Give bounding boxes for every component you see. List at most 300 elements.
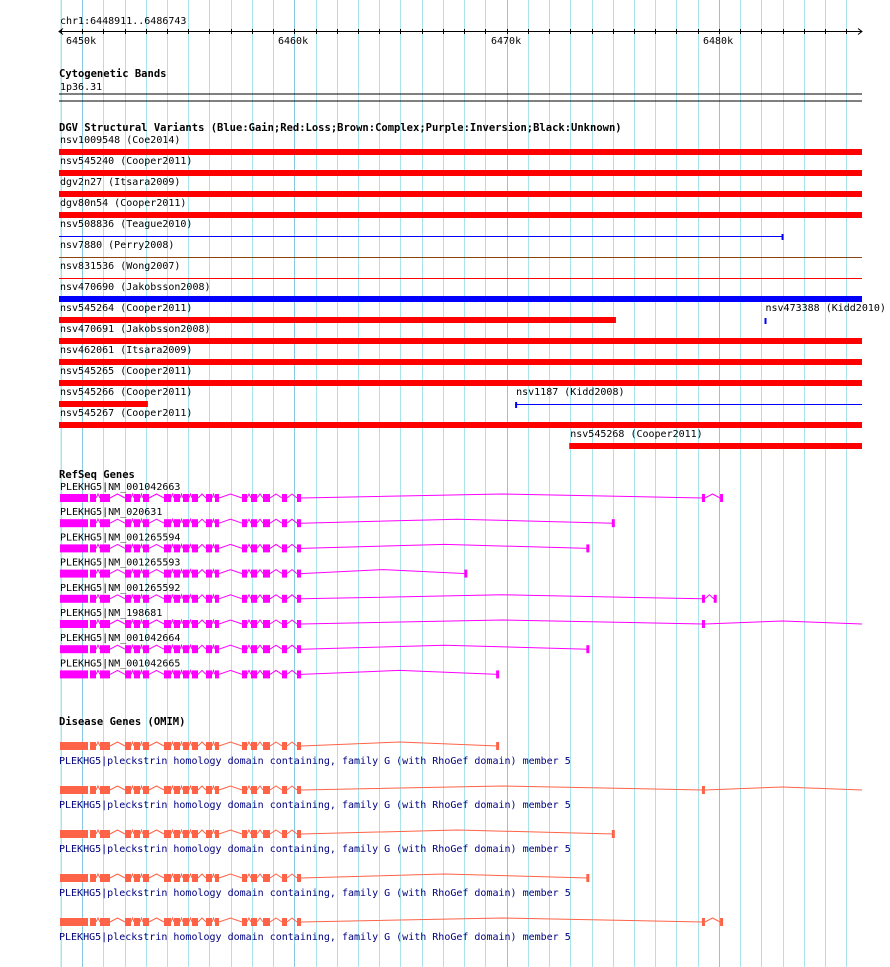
exon[interactable] <box>90 620 96 628</box>
exon[interactable] <box>125 874 131 882</box>
exon[interactable] <box>192 595 198 603</box>
exon[interactable] <box>297 519 301 527</box>
gene-model[interactable] <box>60 874 589 882</box>
exon[interactable] <box>90 544 96 552</box>
exon[interactable] <box>125 742 131 750</box>
exon[interactable] <box>282 494 287 502</box>
dgv-variant-label[interactable]: dgv2n27 (Itsara2009) <box>60 177 181 188</box>
exon[interactable] <box>134 620 140 628</box>
exon[interactable] <box>60 645 88 653</box>
exon[interactable] <box>100 918 110 926</box>
exon[interactable] <box>174 670 180 678</box>
exon[interactable] <box>125 670 131 678</box>
exon[interactable] <box>134 786 140 794</box>
exon[interactable] <box>164 786 171 794</box>
exon[interactable] <box>90 670 96 678</box>
dgv-variant-bar[interactable] <box>59 170 862 176</box>
exon[interactable] <box>174 519 180 527</box>
exon[interactable] <box>206 874 212 882</box>
exon[interactable] <box>60 670 88 678</box>
exon[interactable] <box>215 544 219 552</box>
exon[interactable] <box>215 570 219 578</box>
exon[interactable] <box>134 918 140 926</box>
omim-gene-description[interactable]: PLEKHG5|pleckstrin homology domain containing, family G (with RhoGef domain) member 5 <box>59 888 571 899</box>
exon[interactable] <box>60 570 88 578</box>
dgv-variant-bar[interactable] <box>59 149 862 155</box>
dgv-variant[interactable] <box>59 387 192 407</box>
dgv-variant[interactable] <box>59 219 784 240</box>
exon[interactable] <box>164 742 171 750</box>
exon[interactable] <box>215 918 219 926</box>
dgv-variant-label[interactable]: nsv545265 (Cooper2011) <box>60 366 193 377</box>
exon[interactable] <box>143 874 149 882</box>
exon[interactable] <box>192 830 198 838</box>
exon[interactable] <box>612 519 615 527</box>
exon[interactable] <box>183 874 189 882</box>
exon[interactable] <box>215 874 219 882</box>
exon[interactable] <box>60 620 88 628</box>
exon[interactable] <box>496 670 499 678</box>
exon[interactable] <box>60 830 88 838</box>
exon[interactable] <box>206 918 212 926</box>
dgv-variant-label[interactable]: nsv470690 (Jakobsson2008) <box>60 282 211 293</box>
exon[interactable] <box>60 595 88 603</box>
dgv-variant-label[interactable]: nsv545264 (Cooper2011) <box>60 303 193 314</box>
exon[interactable] <box>297 494 301 502</box>
dgv-variant[interactable] <box>59 198 862 218</box>
exon[interactable] <box>263 620 270 628</box>
exon[interactable] <box>297 874 301 882</box>
exon[interactable] <box>192 645 198 653</box>
exon[interactable] <box>206 544 212 552</box>
exon[interactable] <box>282 620 287 628</box>
exon[interactable] <box>215 494 219 502</box>
exon[interactable] <box>192 874 198 882</box>
exon[interactable] <box>263 830 270 838</box>
refseq-gene-label[interactable]: PLEKHG5|NM_001265593 <box>60 557 181 569</box>
exon[interactable] <box>297 645 301 653</box>
exon[interactable] <box>125 645 131 653</box>
exon[interactable] <box>242 494 247 502</box>
exon[interactable] <box>720 494 723 502</box>
exon[interactable] <box>263 874 270 882</box>
exon[interactable] <box>192 570 198 578</box>
omim-gene-description[interactable]: PLEKHG5|pleckstrin homology domain containing, family G (with RhoGef domain) member 5 <box>59 800 571 811</box>
dgv-variant-label[interactable]: nsv462061 (Itsara2009) <box>60 345 193 356</box>
dgv-variant[interactable] <box>59 345 862 365</box>
exon[interactable] <box>60 494 88 502</box>
exon[interactable] <box>297 570 301 578</box>
exon[interactable] <box>192 494 198 502</box>
exon[interactable] <box>206 595 212 603</box>
exon[interactable] <box>242 918 247 926</box>
dgv-variant[interactable] <box>59 240 862 258</box>
exon[interactable] <box>251 494 257 502</box>
exon[interactable] <box>90 918 96 926</box>
refseq-gene-label[interactable]: PLEKHG5|NM_020631 <box>60 507 163 519</box>
exon[interactable] <box>164 830 171 838</box>
exon[interactable] <box>215 620 219 628</box>
exon[interactable] <box>720 918 723 926</box>
dgv-variant-label[interactable]: nsv545268 (Cooper2011) <box>570 429 703 440</box>
exon[interactable] <box>90 742 96 750</box>
exon[interactable] <box>192 544 198 552</box>
exon[interactable] <box>183 519 189 527</box>
exon[interactable] <box>164 494 171 502</box>
exon[interactable] <box>183 595 189 603</box>
dgv-variant-bar[interactable] <box>59 338 862 344</box>
refseq-gene-label[interactable]: PLEKHG5|NM_001042663 <box>60 482 181 493</box>
dgv-variant[interactable] <box>569 429 862 449</box>
exon[interactable] <box>702 620 705 628</box>
exon[interactable] <box>297 830 301 838</box>
dgv-variant-bar[interactable] <box>59 191 862 197</box>
exon[interactable] <box>125 494 131 502</box>
dgv-variant-bar[interactable] <box>59 317 616 323</box>
exon[interactable] <box>263 645 270 653</box>
refseq-gene-label[interactable]: PLEKHG5|NM_001265594 <box>60 532 181 544</box>
exon[interactable] <box>183 645 189 653</box>
exon[interactable] <box>263 595 270 603</box>
exon[interactable] <box>206 620 212 628</box>
exon[interactable] <box>242 595 247 603</box>
exon[interactable] <box>183 620 189 628</box>
omim-gene-description[interactable]: PLEKHG5|pleckstrin homology domain containing, family G (with RhoGef domain) member 5 <box>59 844 571 855</box>
exon[interactable] <box>464 570 467 578</box>
exon[interactable] <box>297 742 301 750</box>
exon[interactable] <box>90 595 96 603</box>
exon[interactable] <box>586 874 589 882</box>
exon[interactable] <box>183 742 189 750</box>
exon[interactable] <box>134 742 140 750</box>
dgv-variant-bar[interactable] <box>59 296 862 302</box>
exon[interactable] <box>263 570 270 578</box>
exon[interactable] <box>164 874 171 882</box>
exon[interactable] <box>164 544 171 552</box>
dgv-variant-label[interactable]: nsv470691 (Jakobsson2008) <box>60 324 211 335</box>
exon[interactable] <box>586 645 589 653</box>
exon[interactable] <box>206 742 212 750</box>
exon[interactable] <box>282 874 287 882</box>
exon[interactable] <box>282 786 287 794</box>
exon[interactable] <box>100 544 110 552</box>
dgv-variant-bar[interactable] <box>59 212 862 218</box>
dgv-variant-label[interactable]: nsv545266 (Cooper2011) <box>60 387 193 398</box>
dgv-variant-label[interactable]: nsv7880 (Perry2008) <box>60 240 175 251</box>
exon[interactable] <box>100 494 110 502</box>
dgv-variant[interactable] <box>59 324 862 344</box>
dgv-variant[interactable] <box>515 387 862 408</box>
dgv-variant-bar[interactable] <box>59 380 862 386</box>
exon[interactable] <box>143 595 149 603</box>
exon[interactable] <box>164 519 171 527</box>
dgv-variant-bar[interactable] <box>59 401 148 407</box>
exon[interactable] <box>143 830 149 838</box>
exon[interactable] <box>60 742 88 750</box>
refseq-gene-label[interactable]: PLEKHG5|NM_198681 <box>60 608 163 619</box>
exon[interactable] <box>282 918 287 926</box>
exon[interactable] <box>702 918 705 926</box>
exon[interactable] <box>174 544 180 552</box>
exon[interactable] <box>100 645 110 653</box>
exon[interactable] <box>143 918 149 926</box>
exon[interactable] <box>282 570 287 578</box>
exon[interactable] <box>206 670 212 678</box>
cytoband-label[interactable]: 1p36.31 <box>60 82 103 93</box>
exon[interactable] <box>192 786 198 794</box>
exon[interactable] <box>125 595 131 603</box>
exon[interactable] <box>282 670 287 678</box>
exon[interactable] <box>192 670 198 678</box>
exon[interactable] <box>134 670 140 678</box>
gene-model[interactable] <box>60 742 499 750</box>
dgv-variant-bar[interactable] <box>59 359 862 365</box>
exon[interactable] <box>164 595 171 603</box>
exon[interactable] <box>134 544 140 552</box>
dgv-variant-bar[interactable] <box>59 422 862 428</box>
exon[interactable] <box>125 544 131 552</box>
exon[interactable] <box>100 786 110 794</box>
dgv-variant-label[interactable]: nsv831536 (Wong2007) <box>60 261 181 272</box>
exon[interactable] <box>702 595 705 603</box>
exon[interactable] <box>134 494 140 502</box>
exon[interactable] <box>282 830 287 838</box>
exon[interactable] <box>100 595 110 603</box>
exon[interactable] <box>251 830 257 838</box>
exon[interactable] <box>263 544 270 552</box>
exon[interactable] <box>242 570 247 578</box>
exon[interactable] <box>100 742 110 750</box>
exon[interactable] <box>192 918 198 926</box>
refseq-gene-label[interactable]: PLEKHG5|NM_001042664 <box>60 633 181 645</box>
dgv-variant[interactable] <box>59 156 862 176</box>
exon[interactable] <box>90 786 96 794</box>
exon[interactable] <box>297 670 301 678</box>
exon[interactable] <box>263 670 270 678</box>
exon[interactable] <box>215 786 219 794</box>
exon[interactable] <box>183 570 189 578</box>
exon[interactable] <box>174 786 180 794</box>
exon[interactable] <box>192 519 198 527</box>
exon[interactable] <box>174 494 180 502</box>
exon[interactable] <box>100 570 110 578</box>
gene-model[interactable] <box>60 918 723 926</box>
exon[interactable] <box>242 519 247 527</box>
exon[interactable] <box>251 918 257 926</box>
exon[interactable] <box>242 544 247 552</box>
exon[interactable] <box>174 874 180 882</box>
exon[interactable] <box>174 570 180 578</box>
exon[interactable] <box>143 519 149 527</box>
exon[interactable] <box>134 645 140 653</box>
exon[interactable] <box>215 670 219 678</box>
exon[interactable] <box>282 645 287 653</box>
exon[interactable] <box>496 742 499 750</box>
exon[interactable] <box>612 830 615 838</box>
dgv-variant-end-cap[interactable] <box>782 234 784 240</box>
exon[interactable] <box>251 544 257 552</box>
dgv-variant[interactable] <box>59 408 862 428</box>
dgv-variant-label[interactable]: nsv545267 (Cooper2011) <box>60 408 193 419</box>
exon[interactable] <box>125 830 131 838</box>
exon[interactable] <box>143 670 149 678</box>
dgv-variant[interactable] <box>59 366 862 386</box>
exon[interactable] <box>164 645 171 653</box>
exon[interactable] <box>251 742 257 750</box>
exon[interactable] <box>100 670 110 678</box>
exon[interactable] <box>60 874 88 882</box>
exon[interactable] <box>174 918 180 926</box>
exon[interactable] <box>90 494 96 502</box>
exon[interactable] <box>143 620 149 628</box>
gene-model[interactable] <box>60 786 862 794</box>
exon[interactable] <box>297 544 301 552</box>
exon[interactable] <box>251 645 257 653</box>
exon[interactable] <box>282 742 287 750</box>
dgv-variant-label[interactable]: nsv545240 (Cooper2011) <box>60 156 193 167</box>
dgv-variant-label[interactable]: dgv80n54 (Cooper2011) <box>60 198 187 209</box>
refseq-gene-label[interactable]: PLEKHG5|NM_001042665 <box>60 658 181 670</box>
dgv-variant-label[interactable]: nsv508836 (Teague2010) <box>60 219 193 230</box>
gene-model[interactable] <box>60 620 862 628</box>
exon[interactable] <box>297 620 301 628</box>
exon[interactable] <box>206 519 212 527</box>
omim-gene-description[interactable]: PLEKHG5|pleckstrin homology domain containing, family G (with RhoGef domain) member 5 <box>59 932 571 943</box>
exon[interactable] <box>143 494 149 502</box>
omim-gene-description[interactable]: PLEKHG5|pleckstrin homology domain containing, family G (with RhoGef domain) member 5 <box>59 756 571 767</box>
exon[interactable] <box>60 786 88 794</box>
dgv-variant[interactable] <box>59 282 862 302</box>
exon[interactable] <box>60 544 88 552</box>
exon[interactable] <box>215 830 219 838</box>
exon[interactable] <box>164 620 171 628</box>
dgv-variant-label[interactable]: nsv473388 (Kidd2010) <box>765 303 886 314</box>
exon[interactable] <box>183 494 189 502</box>
exon[interactable] <box>263 742 270 750</box>
exon[interactable] <box>183 786 189 794</box>
exon[interactable] <box>702 786 705 794</box>
exon[interactable] <box>297 595 301 603</box>
exon[interactable] <box>215 595 219 603</box>
exon[interactable] <box>242 874 247 882</box>
exon[interactable] <box>143 645 149 653</box>
exon[interactable] <box>263 786 270 794</box>
exon[interactable] <box>251 874 257 882</box>
exon[interactable] <box>100 620 110 628</box>
exon[interactable] <box>183 830 189 838</box>
dgv-variant-bar[interactable] <box>569 443 862 449</box>
exon[interactable] <box>206 830 212 838</box>
dgv-variant-label[interactable]: nsv1009548 (Coe2014) <box>60 135 181 146</box>
dgv-variant[interactable] <box>59 135 862 155</box>
exon[interactable] <box>134 595 140 603</box>
exon[interactable] <box>134 830 140 838</box>
exon[interactable] <box>192 620 198 628</box>
exon[interactable] <box>586 544 589 552</box>
exon[interactable] <box>134 570 140 578</box>
dgv-variant-bar[interactable] <box>765 318 767 324</box>
exon[interactable] <box>90 519 96 527</box>
exon[interactable] <box>174 830 180 838</box>
exon[interactable] <box>206 570 212 578</box>
exon[interactable] <box>215 742 219 750</box>
exon[interactable] <box>206 786 212 794</box>
exon[interactable] <box>242 620 247 628</box>
exon[interactable] <box>90 874 96 882</box>
exon[interactable] <box>251 620 257 628</box>
gene-model[interactable] <box>60 670 499 678</box>
exon[interactable] <box>143 570 149 578</box>
exon[interactable] <box>183 670 189 678</box>
exon[interactable] <box>192 742 198 750</box>
exon[interactable] <box>100 519 110 527</box>
exon[interactable] <box>143 786 149 794</box>
exon[interactable] <box>714 595 717 603</box>
exon[interactable] <box>242 830 247 838</box>
exon[interactable] <box>90 830 96 838</box>
exon[interactable] <box>174 595 180 603</box>
exon[interactable] <box>174 620 180 628</box>
refseq-gene-label[interactable]: PLEKHG5|NM_001265592 <box>60 582 181 594</box>
exon[interactable] <box>251 670 257 678</box>
dgv-variant-start-cap[interactable] <box>515 402 517 408</box>
exon[interactable] <box>251 519 257 527</box>
exon[interactable] <box>206 494 212 502</box>
exon[interactable] <box>164 570 171 578</box>
exon[interactable] <box>242 786 247 794</box>
exon[interactable] <box>215 519 219 527</box>
gene-model[interactable] <box>60 645 589 653</box>
exon[interactable] <box>263 519 270 527</box>
dgv-variant[interactable] <box>59 261 862 279</box>
exon[interactable] <box>100 830 110 838</box>
exon[interactable] <box>125 918 131 926</box>
exon[interactable] <box>251 595 257 603</box>
exon[interactable] <box>282 544 287 552</box>
exon[interactable] <box>125 570 131 578</box>
exon[interactable] <box>297 918 301 926</box>
exon[interactable] <box>215 645 219 653</box>
exon[interactable] <box>206 645 212 653</box>
gene-model[interactable] <box>60 570 467 578</box>
exon[interactable] <box>134 874 140 882</box>
exon[interactable] <box>251 786 257 794</box>
dgv-variant[interactable] <box>59 177 862 197</box>
exon[interactable] <box>174 742 180 750</box>
exon[interactable] <box>134 519 140 527</box>
exon[interactable] <box>702 494 705 502</box>
exon[interactable] <box>242 742 247 750</box>
exon[interactable] <box>263 494 270 502</box>
exon[interactable] <box>125 620 131 628</box>
exon[interactable] <box>183 544 189 552</box>
exon[interactable] <box>282 519 287 527</box>
exon[interactable] <box>90 570 96 578</box>
exon[interactable] <box>164 918 171 926</box>
exon[interactable] <box>143 544 149 552</box>
exon[interactable] <box>297 786 301 794</box>
gene-model[interactable] <box>60 544 589 552</box>
exon[interactable] <box>183 918 189 926</box>
exon[interactable] <box>125 519 131 527</box>
exon[interactable] <box>143 742 149 750</box>
exon[interactable] <box>60 918 88 926</box>
gene-model[interactable] <box>60 595 717 603</box>
dgv-variant-label[interactable]: nsv1187 (Kidd2008) <box>516 387 625 398</box>
exon[interactable] <box>174 645 180 653</box>
exon[interactable] <box>90 645 96 653</box>
gene-model[interactable] <box>60 494 723 502</box>
